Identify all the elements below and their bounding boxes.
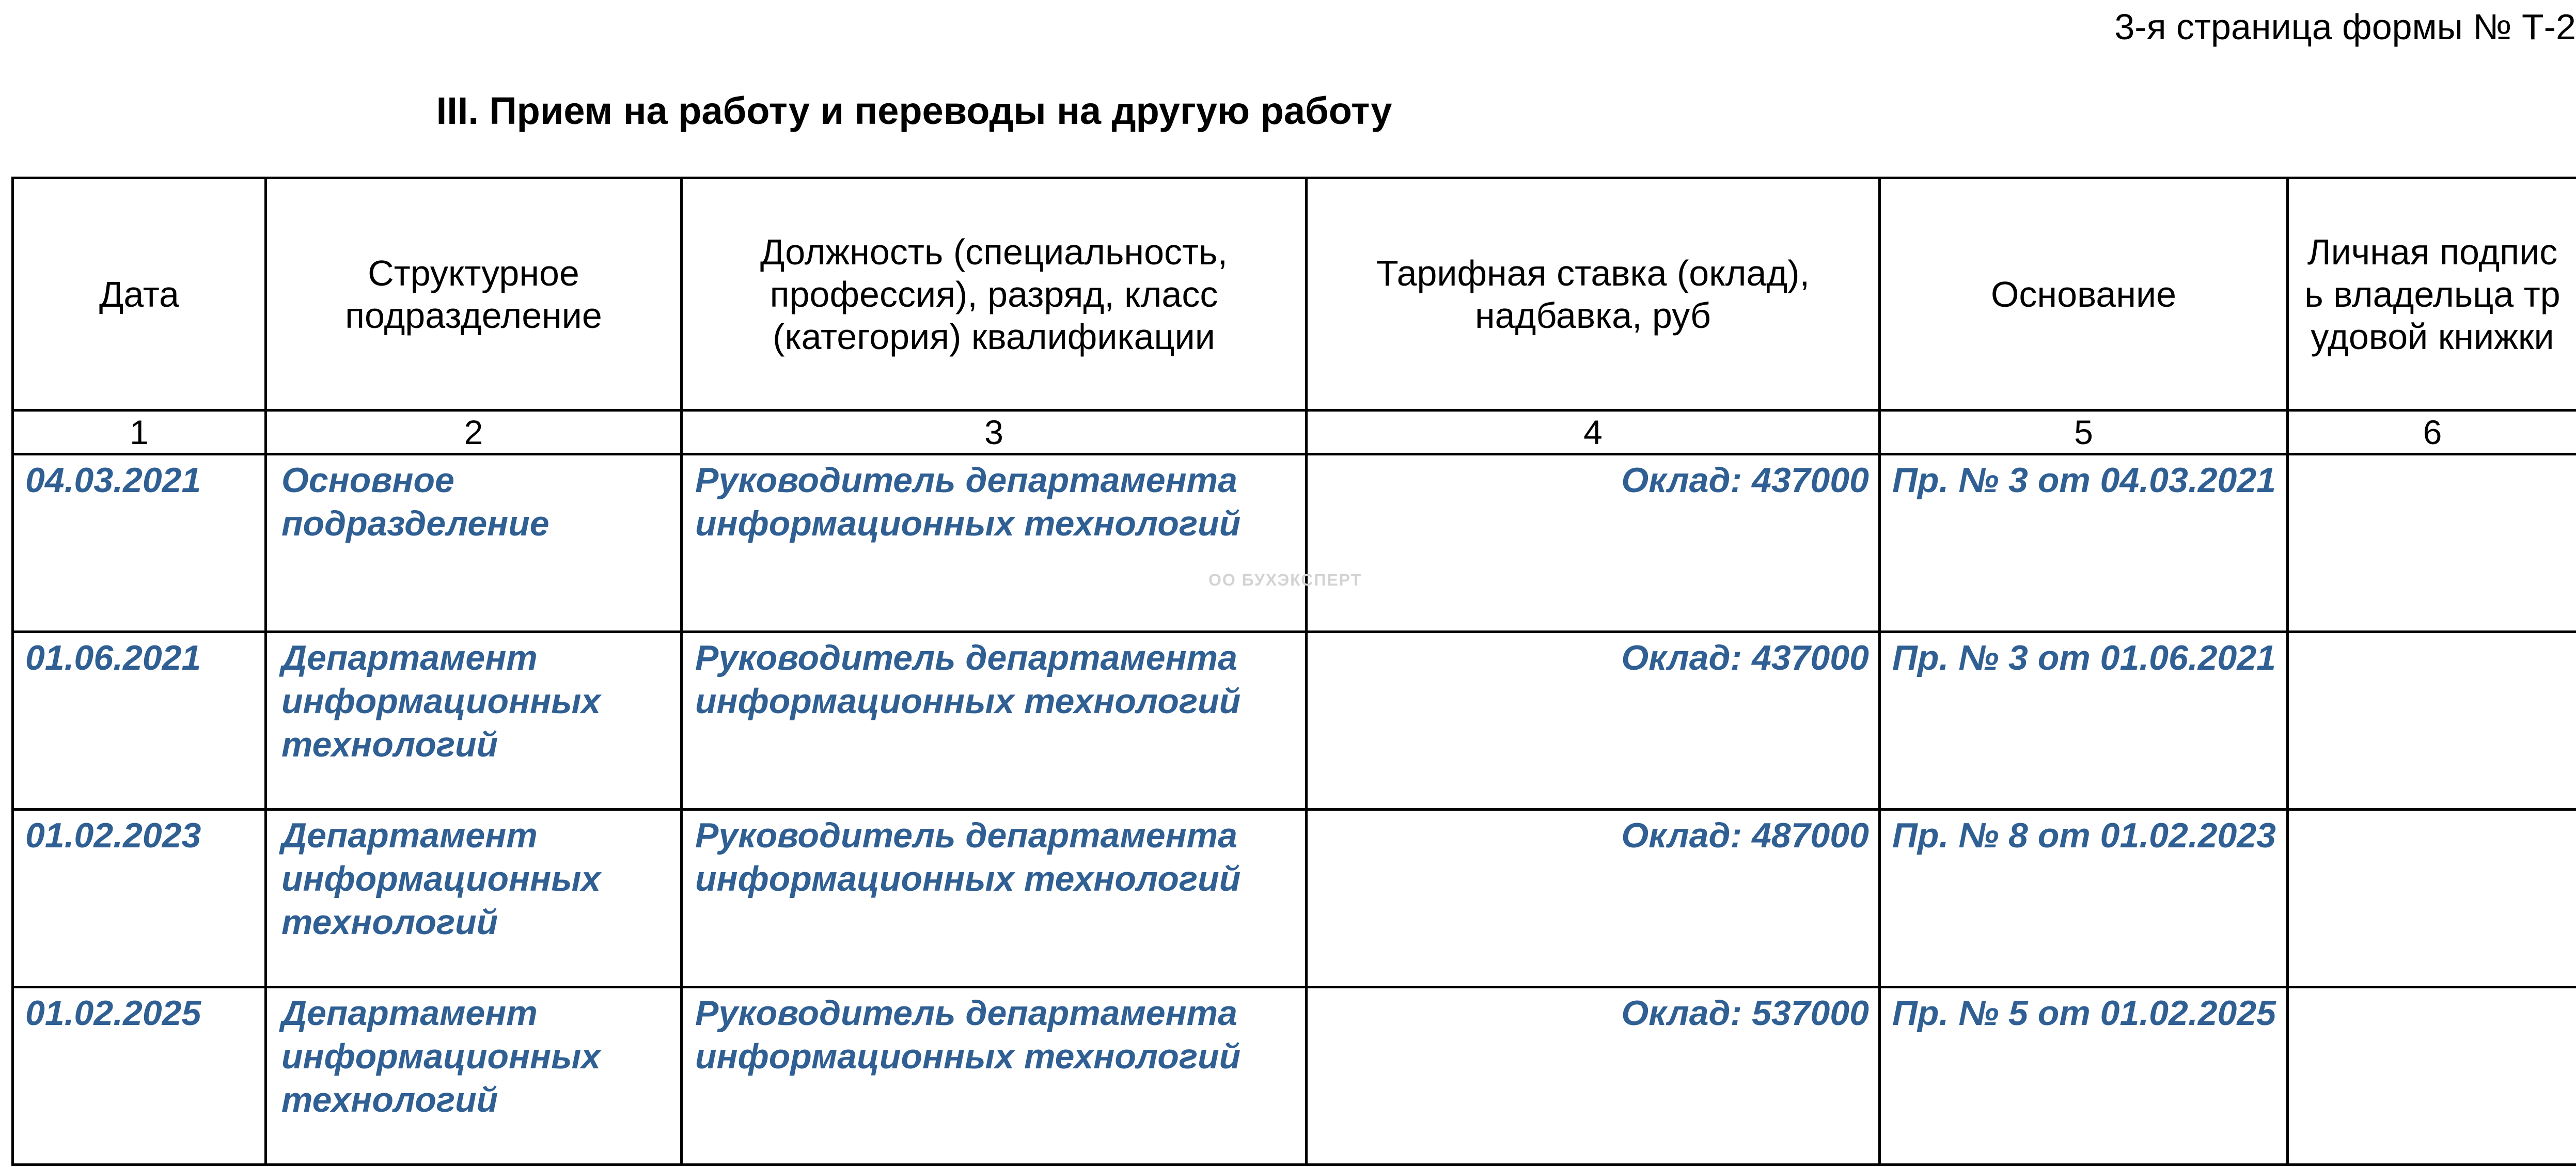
entry-unit: Основное подразделение [266, 454, 682, 632]
entry-salary: Оклад: 487000 [1307, 810, 1880, 987]
entry-position: Руководитель департамента информационных технологий [682, 454, 1307, 632]
entry-signature [2288, 454, 2576, 632]
column-number-row [13, 411, 2576, 454]
entry-signature [2288, 632, 2576, 810]
table-header-row [13, 178, 2576, 411]
entry-unit: Департамент информационных технологий [266, 632, 682, 810]
table-row [13, 987, 2576, 1165]
table-row [13, 810, 2576, 987]
header-salary: Тарифная ставка (оклад), надбавка, руб [1307, 178, 1880, 411]
column-number: 5 [1880, 411, 2288, 454]
table-row [13, 454, 2576, 632]
column-number: 4 [1307, 411, 1880, 454]
header-basis: Основание [1880, 178, 2288, 411]
column-number: 1 [13, 411, 266, 454]
entry-salary: Оклад: 537000 [1307, 987, 1880, 1165]
entry-basis: Пр. № 8 от 01.02.2023 [1880, 810, 2288, 987]
entry-signature [2288, 987, 2576, 1165]
entry-position: Руководитель департамента информационных технологий [682, 632, 1307, 810]
column-number: 3 [682, 411, 1307, 454]
form-label: 3-я страница формы № Т-2 [2114, 7, 2576, 47]
employment-records-table [11, 177, 2576, 1166]
header-position: Должность (специальность, профессия), разряд, класс (категория) квалификации [682, 178, 1307, 411]
column-number: 2 [266, 411, 682, 454]
entry-date: 04.03.2021 [13, 454, 266, 632]
entry-basis: Пр. № 3 от 04.03.2021 [1880, 454, 2288, 632]
entry-salary: Оклад: 437000 [1307, 454, 1880, 632]
table-row [13, 632, 2576, 810]
column-number: 6 [2288, 411, 2576, 454]
section-title: III. Прием на работу и переводы на другую работу [436, 89, 1392, 132]
header-date: Дата [13, 178, 266, 411]
header-signature: Личная подпись владельца трудовой книжки [2288, 178, 2576, 411]
entry-basis: Пр. № 3 от 01.06.2021 [1880, 632, 2288, 810]
entry-unit: Департамент информационных технологий [266, 810, 682, 987]
entry-salary: Оклад: 437000 [1307, 632, 1880, 810]
entry-position: Руководитель департамента информационных технологий [682, 810, 1307, 987]
entry-date: 01.02.2025 [13, 987, 266, 1165]
watermark: ОО БУХЭКСПЕРТ [1208, 571, 1362, 589]
entry-date: 01.06.2021 [13, 632, 266, 810]
entry-unit: Департамент информационных технологий [266, 987, 682, 1165]
entry-position: Руководитель департамента информационных технологий [682, 987, 1307, 1165]
header-unit: Структурное подразделение [266, 178, 682, 411]
entry-date: 01.02.2023 [13, 810, 266, 987]
entry-signature [2288, 810, 2576, 987]
entry-basis: Пр. № 5 от 01.02.2025 [1880, 987, 2288, 1165]
